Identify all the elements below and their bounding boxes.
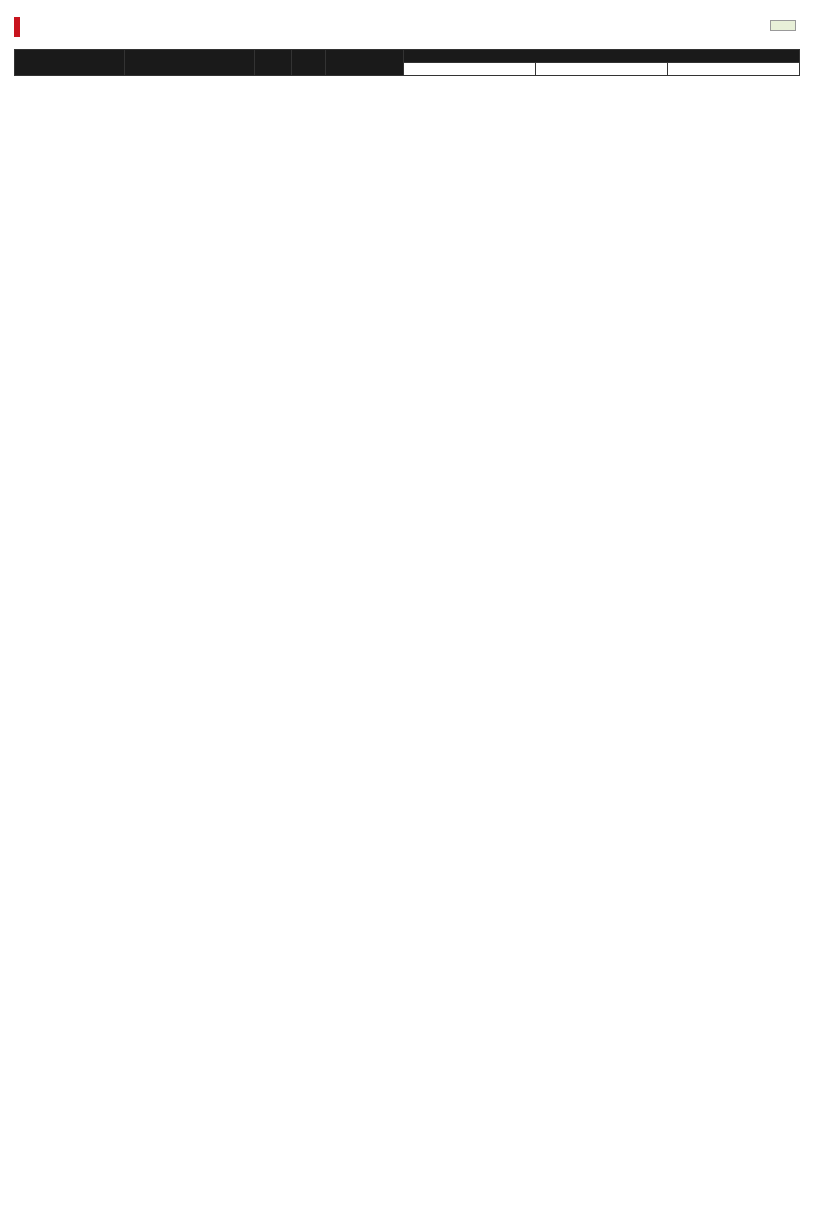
col-name-header bbox=[15, 50, 125, 76]
col-colors-header bbox=[404, 50, 800, 63]
page-header bbox=[14, 14, 799, 40]
col-shape-header bbox=[125, 50, 255, 76]
col-silver-header bbox=[404, 63, 536, 76]
col-length-header bbox=[255, 50, 292, 76]
legend-swatch bbox=[770, 20, 796, 31]
header-accent-bar bbox=[14, 17, 20, 37]
header-row bbox=[15, 50, 800, 63]
legend bbox=[770, 20, 799, 31]
col-price-header bbox=[326, 50, 404, 76]
col-shellwhite-header bbox=[668, 63, 800, 76]
col-pack-header bbox=[292, 50, 326, 76]
col-sumizome-header bbox=[536, 63, 668, 76]
parts-table bbox=[14, 49, 800, 76]
